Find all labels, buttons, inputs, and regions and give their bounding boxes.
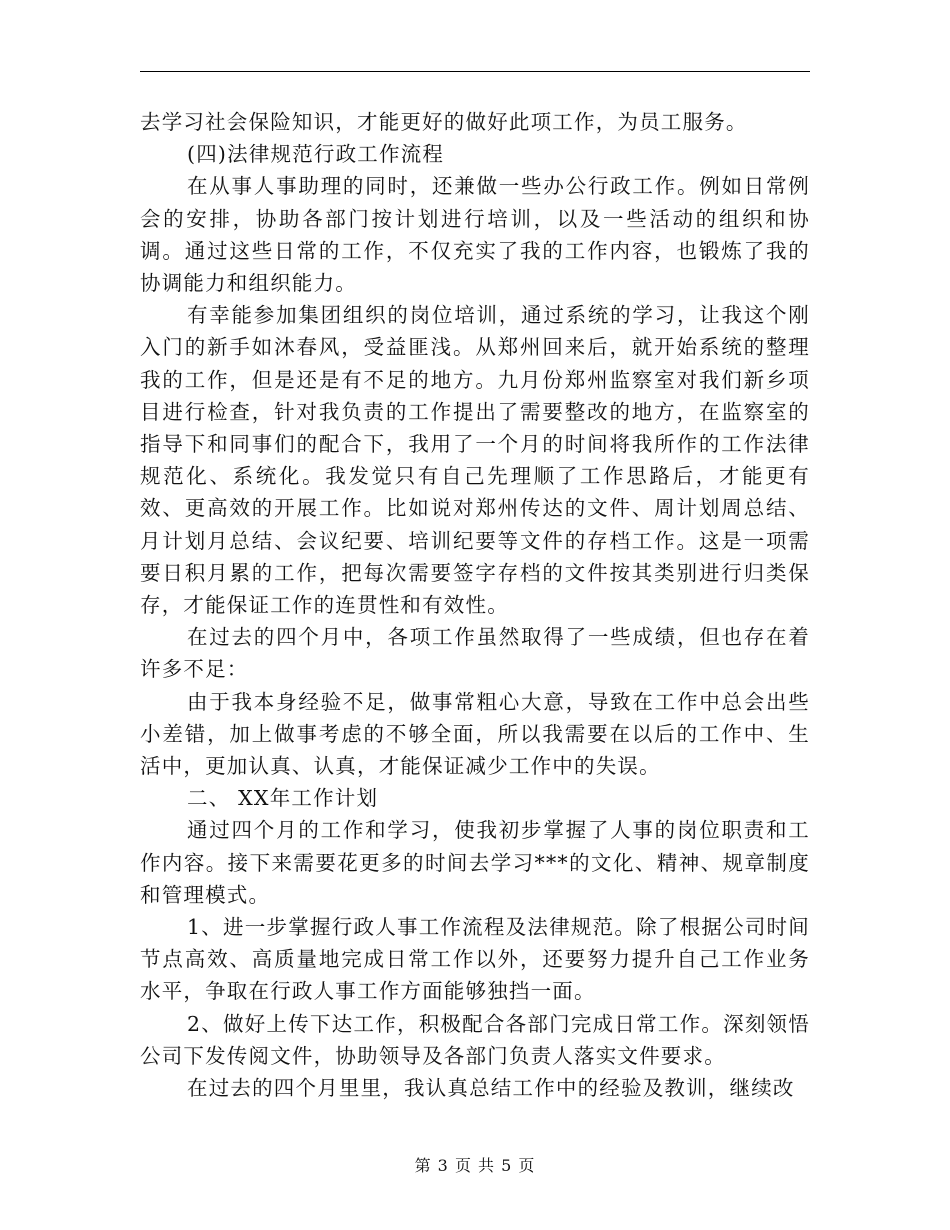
- paragraph-training: 有幸能参加集团组织的岗位培训，通过系统的学习，让我这个刚入门的新手如沐春风，受益匪浅。从郑州回来后，就开始系统的整理我的工作，但是还是有不足的地方。九月份郑州监察室对我们新乡项目进行检查，针对我负责的工作提出了需要整改的地方，在监察室的指导下和同事们的配合下，我用了一个月的时间将我所作的工作法律规范化、系统化。我发觉只有自己先理顺了工作思路后，才能更有效、更高效的开展工作。比如说对郑州传达的文件、周计划周总结、月计划月总结、会议纪要、培训纪要等文件的存档工作。这是一项需要日积月累的工作，把每次需要签字存档的文件按其类别进行归类保存，才能保证工作的连贯性和有效性。: [140, 303, 810, 618]
- paragraph-admin-work: 在从事人事助理的同时，还兼做一些办公行政工作。例如日常例会的安排，协助各部门按计划进行培训，以及一些活动的组织和协调。通过这些日常的工作，不仅充实了我的工作内容，也锻炼了我的协调能力和组织能力。: [140, 174, 810, 296]
- plan-item-1: 1、进一步掌握行政人事工作流程及法律规范。除了根据公司时间节点高效、高质量地完成日常工作以外，还要努力提升自己工作业务水平，争取在行政人事工作方面能够独挡一面。: [140, 915, 810, 1004]
- paragraph-shortcomings-intro: 在过去的四个月中，各项工作虽然取得了一些成绩，但也存在着许多不足：: [140, 625, 810, 682]
- paragraph-plan-intro: 通过四个月的工作和学习，使我初步掌握了人事的岗位职责和工作内容。接下来需要花更多的时间去学习***的文化、精神、规章制度和管理模式。: [140, 818, 810, 907]
- document-body: [140, 106, 810, 1104]
- paragraph-shortcomings: 由于我本身经验不足，做事常粗心大意，导致在工作中总会出些小差错，加上做事考虑的不够全面，所以我需要在以后的工作中、生活中，更加认真、认真，才能保证减少工作中的失误。: [140, 689, 810, 779]
- paragraph-continuation: 去学习社会保险知识，才能更好的做好此项工作，为员工服务。: [140, 110, 748, 134]
- paragraph-closing: 在过去的四个月里里，我认真总结工作中的经验及教训，继续改: [187, 1076, 795, 1101]
- plan-item-2: 2、做好上传下达工作，积极配合各部门完成日常工作。深刻领悟公司下发传阅文件，协助领导及各部门负责人落实文件要求。: [140, 1011, 810, 1068]
- header-rule: [140, 71, 810, 72]
- section-heading-4: (四)法律规范行政工作流程: [187, 142, 445, 167]
- section-heading-work-plan: 二、 XX年工作计划: [187, 786, 379, 811]
- page-number-footer: 第 3 页 共 5 页: [414, 1156, 536, 1175]
